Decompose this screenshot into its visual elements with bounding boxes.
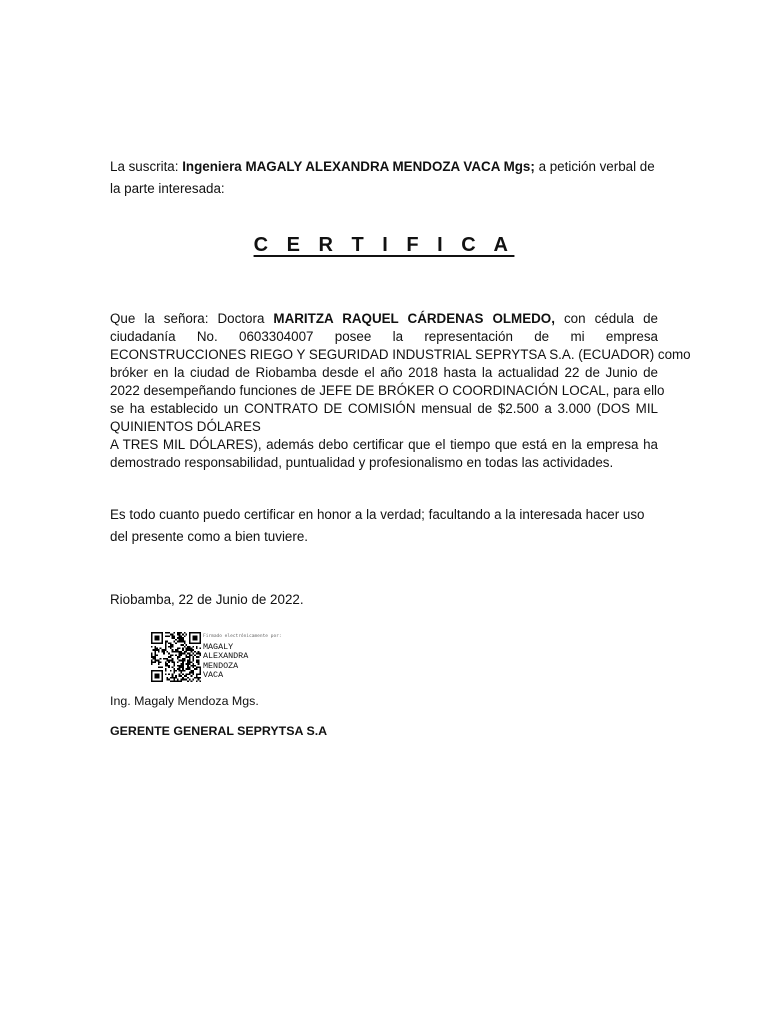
body-line-9: demostrado responsabilidad, puntualidad y profesionalismo en todas las actividades. xyxy=(110,455,614,470)
certification-body xyxy=(110,310,691,472)
qr-code-icon xyxy=(151,632,201,682)
signature-caption: Firmado electrónicamente por: xyxy=(203,634,282,639)
intro-paragraph xyxy=(110,156,660,200)
body-line-1-pre: Que la señora: Doctora xyxy=(110,311,274,326)
document-title: C E R T I F I C A xyxy=(253,234,515,256)
signature-name-line: MENDOZA xyxy=(203,660,239,671)
body-line-5: 2022 desempeñando funciones de JEFE DE BRÓKER O COORDINACIÓN LOCAL, para ello xyxy=(110,383,665,398)
body-line-3: ECONSTRUCCIONES RIEGO Y SEGURIDAD INDUSTRIAL SEPRYTSA S.A. (ECUADOR) como xyxy=(110,347,691,362)
place-and-date: Riobamba, 22 de Junio de 2022. xyxy=(110,592,304,607)
signature-name-line: ALEXANDRA xyxy=(203,651,249,662)
signature-name-line: MAGALY xyxy=(203,642,234,652)
beneficiary-name: MARITZA RAQUEL CÁRDENAS OLMEDO, xyxy=(273,311,555,326)
intro-prefix: La suscrita: xyxy=(110,159,183,174)
signer-position: GERENTE GENERAL SEPRYTSA S.A xyxy=(110,724,328,738)
intro-suffix: a petición verbal de la parte interesada: xyxy=(110,159,655,196)
signature-name xyxy=(203,643,248,680)
body-line-2: ciudadanía No. 0603304007 posee la representación de mi empresa xyxy=(110,329,658,344)
body-line-1-post: con cédula de xyxy=(554,311,658,326)
closing-paragraph: Es todo cuanto puedo certificar en honor a la verdad; facultando a la interesada hacer uso del presente como a bien tuviere. xyxy=(110,507,645,544)
signer-name: Ing. Magaly Mendoza Mgs. xyxy=(110,694,259,708)
issuer-name: Ingeniera MAGALY ALEXANDRA MENDOZA VACA Mgs; xyxy=(182,159,535,174)
electronic-signature xyxy=(151,632,301,682)
body-line-6: se ha establecido un CONTRATO DE COMISIÓN mensual de $2.500 a 3.000 (DOS MIL xyxy=(110,401,658,416)
signature-name-line: VACA xyxy=(203,669,224,680)
body-line-1 xyxy=(110,310,658,328)
body-line-4: bróker en la ciudad de Riobamba desde el año 2018 hasta la actualidad 22 de Junio de xyxy=(110,365,658,380)
body-line-8: A TRES MIL DÓLARES), además debo certificar que el tiempo que está en la empresa ha xyxy=(110,437,658,452)
body-line-7: QUINIENTOS DÓLARES xyxy=(110,419,261,434)
